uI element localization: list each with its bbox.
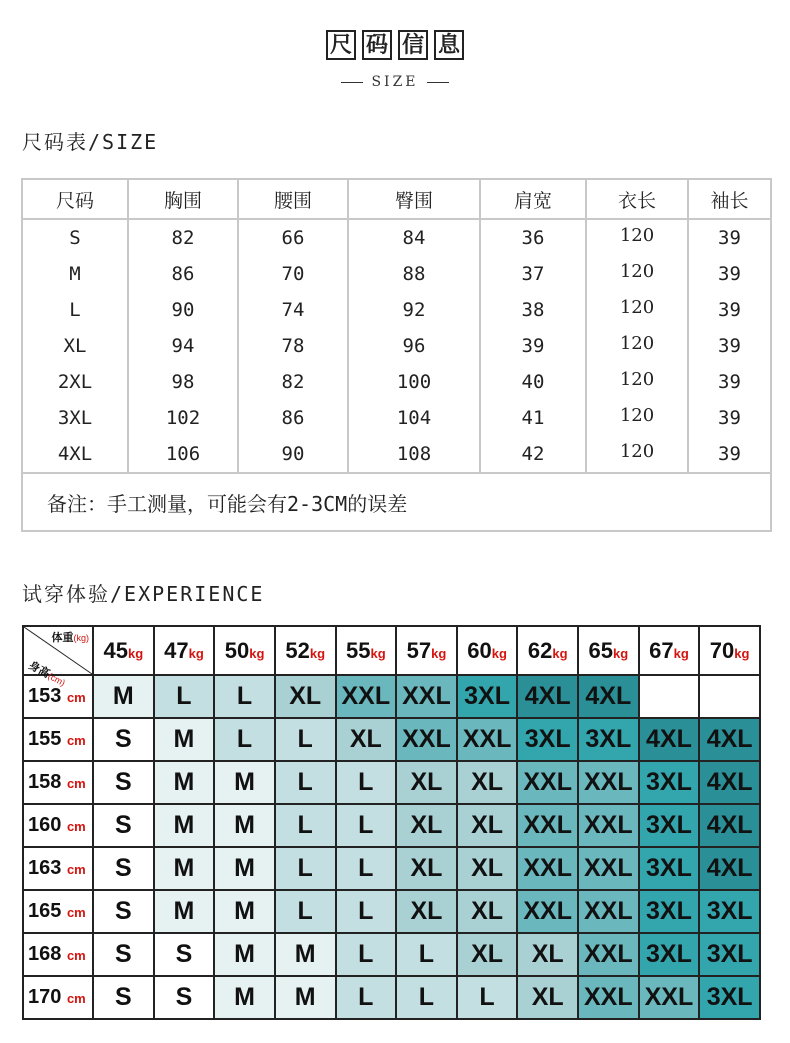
weight-height-corner: [23, 626, 93, 689]
weight-value: 52: [285, 637, 310, 663]
size-recommendation: S: [93, 804, 154, 847]
size-recommendation: 3XL: [699, 933, 760, 976]
subtitle-text: SIZE: [371, 74, 419, 90]
height-value: 168: [28, 943, 67, 965]
height-value: 170: [28, 986, 67, 1008]
size-recommendation: L: [336, 847, 397, 890]
weight-header: [639, 626, 700, 675]
size-recommendation: S: [154, 976, 215, 1019]
size-cell: 106: [128, 436, 238, 473]
height-value: 160: [28, 814, 67, 836]
size-recommendation: M: [214, 976, 275, 1019]
height-unit: cm: [66, 819, 86, 834]
size-table-body: [22, 219, 771, 531]
weight-value: 45: [103, 637, 128, 663]
size-recommendation: M: [154, 718, 215, 761]
size-cell: 39: [688, 256, 771, 292]
size-recommendation: 4XL: [699, 718, 760, 761]
size-recommendation: S: [93, 847, 154, 890]
size-cell: 39: [480, 328, 586, 364]
size-cell: 100: [348, 364, 480, 400]
size-recommendation: 3XL: [639, 890, 700, 933]
weight-unit: kg: [491, 645, 507, 661]
experience-section-title: 试穿体验/EXPERIENCE: [22, 582, 265, 606]
height-header: [23, 976, 93, 1019]
height-unit: cm: [66, 991, 86, 1006]
size-col-header: 腰围: [238, 179, 348, 219]
size-cell: 84: [348, 219, 480, 256]
size-recommendation: XXL: [578, 847, 639, 890]
size-table: [21, 178, 772, 532]
size-recommendation: XXL: [578, 976, 639, 1019]
size-recommendation: XXL: [578, 804, 639, 847]
size-recommendation: L: [275, 804, 336, 847]
size-recommendation: 3XL: [639, 761, 700, 804]
size-cell: 2XL: [22, 364, 128, 400]
size-cell: M: [22, 256, 128, 292]
size-cell: 120: [586, 289, 688, 325]
size-cell: 88: [348, 256, 480, 292]
page-title-boxes: [326, 30, 464, 60]
corner-height-unit: (cm): [46, 670, 67, 689]
height-value: 165: [28, 900, 67, 922]
title-char-3: 息: [434, 30, 464, 60]
size-cell: 90: [128, 292, 238, 328]
size-table-row: [22, 436, 771, 473]
size-recommendation: L: [275, 847, 336, 890]
size-recommendation: L: [396, 933, 457, 976]
subtitle-dash-right: [427, 82, 449, 83]
subtitle-dash-left: [341, 82, 363, 83]
page-title: [0, 30, 790, 60]
size-recommendation: S: [93, 976, 154, 1019]
size-col-header: 臀围: [348, 179, 480, 219]
height-unit: cm: [66, 690, 86, 705]
size-cell: 74: [238, 292, 348, 328]
size-recommendation: XL: [396, 761, 457, 804]
height-value: 158: [28, 771, 67, 793]
size-recommendation: XL: [517, 976, 578, 1019]
size-recommendation: L: [275, 761, 336, 804]
height-value: 155: [28, 728, 67, 750]
weight-value: 55: [345, 637, 371, 663]
weight-unit: kg: [552, 645, 568, 661]
size-recommendation: L: [457, 976, 518, 1019]
size-cell: 104: [348, 400, 480, 436]
size-recommendation: L: [214, 675, 275, 718]
size-recommendation: S: [93, 933, 154, 976]
weight-unit: kg: [309, 645, 326, 661]
title-char-2: 信: [398, 30, 428, 60]
weight-unit: kg: [249, 645, 265, 661]
size-recommendation: 3XL: [699, 976, 760, 1019]
weight-header: [517, 626, 578, 675]
size-recommendation: XXL: [396, 718, 457, 761]
size-cell: 39: [688, 328, 771, 364]
size-col-header: 胸围: [128, 179, 238, 219]
size-recommendation: XXL: [396, 675, 457, 718]
size-cell: 82: [238, 364, 348, 400]
size-cell: 40: [480, 364, 586, 400]
size-cell: 39: [688, 400, 771, 436]
size-cell: 120: [586, 397, 688, 433]
size-recommendation: S: [154, 933, 215, 976]
size-recommendation: 4XL: [517, 675, 578, 718]
size-table-row: [22, 292, 771, 328]
weight-unit: kg: [673, 645, 689, 661]
size-recommendation: M: [214, 847, 275, 890]
weight-value: 57: [406, 637, 432, 663]
size-table-row: [22, 219, 771, 256]
size-recommendation: M: [93, 675, 154, 718]
experience-row: [23, 761, 760, 804]
experience-table: [22, 625, 761, 1020]
size-recommendation: M: [214, 761, 275, 804]
weight-unit: kg: [612, 645, 629, 661]
size-cell: 82: [128, 219, 238, 256]
size-col-header: 肩宽: [480, 179, 586, 219]
size-recommendation: S: [93, 890, 154, 933]
size-cell: 102: [128, 400, 238, 436]
size-cell: 39: [688, 436, 771, 473]
size-recommendation: M: [214, 804, 275, 847]
weight-header: [699, 626, 760, 675]
size-recommendation: XL: [336, 718, 397, 761]
experience-table-header: [23, 626, 760, 675]
size-recommendation: L: [336, 933, 397, 976]
height-header: [23, 718, 93, 761]
size-recommendation: M: [275, 933, 336, 976]
size-recommendation: L: [336, 804, 397, 847]
size-cell: 90: [238, 436, 348, 473]
size-recommendation: M: [275, 976, 336, 1019]
size-note-row: [22, 473, 771, 531]
corner-height-text: 身高: [26, 659, 52, 681]
size-recommendation: S: [93, 761, 154, 804]
size-table-row: [22, 256, 771, 292]
corner-weight-unit: (kg): [73, 633, 89, 643]
height-header: [23, 761, 93, 804]
corner-weight-text: 体重: [51, 632, 74, 644]
size-recommendation: 4XL: [639, 718, 700, 761]
weight-value: 62: [527, 637, 553, 663]
size-recommendation: XL: [457, 804, 518, 847]
size-col-header: 衣长: [586, 179, 688, 219]
weight-header: [336, 626, 397, 675]
size-recommendation: XXL: [517, 847, 578, 890]
weight-header: [578, 626, 639, 675]
weight-header: [396, 626, 457, 675]
size-recommendation: 4XL: [578, 675, 639, 718]
size-cell: 86: [238, 400, 348, 436]
size-cell: 108: [348, 436, 480, 473]
experience-row: [23, 804, 760, 847]
size-recommendation: XL: [457, 761, 518, 804]
size-cell: 39: [688, 219, 771, 256]
weight-unit: kg: [127, 645, 144, 661]
height-unit: cm: [66, 733, 86, 748]
size-recommendation: L: [336, 890, 397, 933]
size-recommendation: XL: [517, 933, 578, 976]
weight-value: 47: [164, 637, 189, 663]
height-value: 153: [28, 685, 67, 707]
size-cell: 98: [128, 364, 238, 400]
height-unit: cm: [66, 776, 86, 791]
weight-unit: kg: [370, 645, 386, 661]
size-cell: 120: [586, 361, 688, 397]
size-col-header: 尺码: [22, 179, 128, 219]
size-recommendation: XXL: [457, 718, 518, 761]
size-recommendation: M: [214, 933, 275, 976]
height-unit: cm: [66, 862, 86, 877]
page-subtitle: [0, 74, 790, 90]
experience-row: [23, 933, 760, 976]
size-cell: 66: [238, 219, 348, 256]
weight-value: 60: [467, 637, 492, 663]
size-recommendation: 3XL: [517, 718, 578, 761]
size-cell: 41: [480, 400, 586, 436]
height-header: [23, 804, 93, 847]
size-recommendation: M: [154, 847, 215, 890]
size-recommendation: L: [336, 761, 397, 804]
size-recommendation: L: [275, 890, 336, 933]
size-recommendation: XL: [457, 890, 518, 933]
size-recommendation: 3XL: [639, 804, 700, 847]
size-recommendation: XXL: [517, 890, 578, 933]
height-unit: cm: [66, 905, 86, 920]
size-recommendation: L: [275, 718, 336, 761]
height-unit: cm: [66, 948, 86, 963]
size-cell: 42: [480, 436, 586, 473]
size-recommendation: XL: [457, 847, 518, 890]
size-cell: 78: [238, 328, 348, 364]
size-recommendation: XXL: [517, 761, 578, 804]
size-recommendation: 3XL: [457, 675, 518, 718]
size-cell: 39: [688, 364, 771, 400]
size-recommendation: XXL: [639, 976, 700, 1019]
size-cell: 86: [128, 256, 238, 292]
size-cell: 37: [480, 256, 586, 292]
weight-header: [93, 626, 154, 675]
size-recommendation: 3XL: [578, 718, 639, 761]
size-cell: 3XL: [22, 400, 128, 436]
size-recommendation: 3XL: [639, 847, 700, 890]
size-cell: 120: [586, 433, 688, 470]
size-cell: 120: [586, 325, 688, 361]
size-cell: 39: [688, 292, 771, 328]
weight-unit: kg: [431, 645, 447, 661]
height-value: 163: [28, 857, 67, 879]
experience-row: [23, 675, 760, 718]
size-recommendation: 4XL: [699, 761, 760, 804]
size-cell: 120: [586, 253, 688, 289]
weight-value: 70: [709, 637, 735, 663]
size-recommendation: S: [93, 718, 154, 761]
size-recommendation: XXL: [517, 804, 578, 847]
size-recommendation: XXL: [578, 933, 639, 976]
size-recommendation: L: [396, 976, 457, 1019]
height-header: [23, 890, 93, 933]
weight-unit: kg: [734, 645, 750, 661]
size-cell: 38: [480, 292, 586, 328]
title-char-1: 码: [362, 30, 392, 60]
size-cell: 96: [348, 328, 480, 364]
size-cell: 92: [348, 292, 480, 328]
size-cell: 36: [480, 219, 586, 256]
size-table-row: [22, 328, 771, 364]
corner-weight-label: [52, 629, 90, 645]
size-recommendation: M: [154, 804, 215, 847]
size-recommendation: XL: [396, 804, 457, 847]
experience-row: [23, 976, 760, 1019]
size-recommendation: L: [154, 675, 215, 718]
size-cell: 70: [238, 256, 348, 292]
experience-row: [23, 890, 760, 933]
weight-value: 65: [588, 637, 613, 663]
size-recommendation: 3XL: [699, 890, 760, 933]
size-table-header: [22, 179, 771, 219]
size-note: 备注：手工测量，可能会有2-3CM的误差: [22, 473, 771, 531]
size-recommendation: XXL: [336, 675, 397, 718]
size-table-row: [22, 364, 771, 400]
weight-header: [214, 626, 275, 675]
size-recommendation: L: [336, 976, 397, 1019]
size-cell: XL: [22, 328, 128, 364]
size-recommendation: XXL: [578, 890, 639, 933]
size-table-row: [22, 400, 771, 436]
size-recommendation: [639, 675, 700, 718]
size-recommendation: XL: [275, 675, 336, 718]
size-recommendation: XL: [457, 933, 518, 976]
weight-header: [154, 626, 215, 675]
experience-row: [23, 718, 760, 761]
size-cell: 94: [128, 328, 238, 364]
weight-header: [457, 626, 518, 675]
size-recommendation: 4XL: [699, 847, 760, 890]
weight-value: 67: [649, 637, 674, 663]
weight-header: [275, 626, 336, 675]
size-recommendation: M: [214, 890, 275, 933]
size-recommendation: M: [154, 761, 215, 804]
height-header: [23, 847, 93, 890]
size-cell: 4XL: [22, 436, 128, 473]
weight-value: 50: [224, 637, 250, 663]
title-char-0: 尺: [326, 30, 356, 60]
size-col-header: 袖长: [688, 179, 771, 219]
experience-table-body: [23, 675, 760, 1019]
size-recommendation: M: [154, 890, 215, 933]
size-cell: S: [22, 219, 128, 256]
size-recommendation: [699, 675, 760, 718]
size-recommendation: L: [214, 718, 275, 761]
size-cell: L: [22, 292, 128, 328]
size-recommendation: XL: [396, 847, 457, 890]
size-recommendation: 4XL: [699, 804, 760, 847]
size-recommendation: 3XL: [639, 933, 700, 976]
height-header: [23, 933, 93, 976]
size-section-title: 尺码表/SIZE: [22, 130, 159, 154]
size-recommendation: XXL: [578, 761, 639, 804]
size-recommendation: XL: [396, 890, 457, 933]
weight-unit: kg: [188, 645, 204, 661]
size-cell: 120: [586, 216, 688, 253]
experience-row: [23, 847, 760, 890]
